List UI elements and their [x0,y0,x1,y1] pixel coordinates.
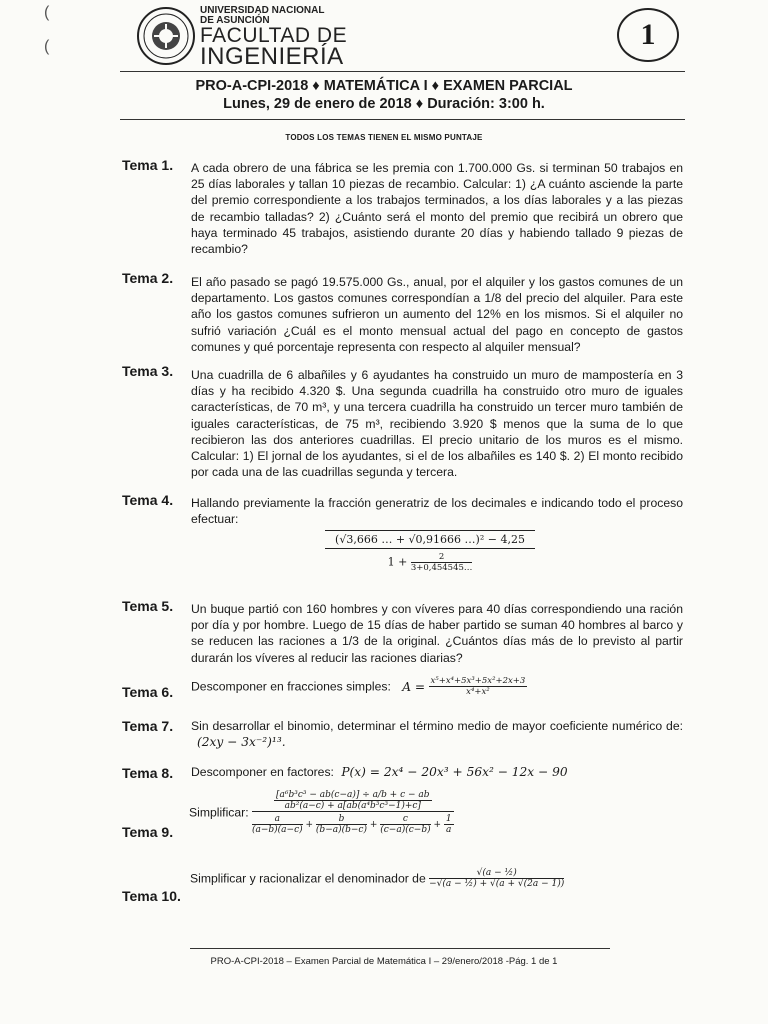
tema-4-formula-den-prefix: 1 + [387,555,408,569]
tema-3-text: Una cuadrilla de 6 albañiles y 6 ayudantes ha construido un muro de mampostería en 3 días y ha recibido 4.320 $. Una segunda cuadrilla ha construido otro muro de iguales características, de 70 m³, y una tercera cuadrilla ha construido un tercer muro también de iguales características, de 75 m³, recibiendo 3.920 $ menos que la suma de lo que recibieron las dos anteriores cuadrillas. El precio unitario de los muros es el mismo. Calcular: 1) El jornal de los ayudantes, si el de los albañiles es 140 $. 2) El monto recibido por cada una de las cuadrillas segunda y tercera. [191,368,683,480]
tema-2-label: Tema 2. [122,270,174,286]
faculty-line1: FACULTAD DE [200,24,348,47]
tema-6-numerator: x⁵+x⁴+5x³+5x²+2x+3 [430,676,526,686]
tema-9-top-line2: ab²(a−c) + a[ab(a⁴b³c³−1)+c] [284,801,421,811]
tema-9-bottom: $\frac{a}{(a-b)(a-c)}$ + $\frac{b}{(b-a)(b-c)}$ + $\frac{c}{(c-a)(c-b)}$ + $\frac{1}{a}$ [251,814,452,835]
tema-7-label: Tema 7. [122,718,174,734]
scan-mark: ( [44,38,50,55]
tema-10-fraction [429,868,564,889]
tema-10-numerator: √(a − ½) [429,868,564,879]
tema-5-label: Tema 5. [122,598,174,614]
tema-4-formula-inner-fraction [411,552,473,573]
tema-9-term-3-den: (c−a)(c−b) [380,825,431,835]
tema-7-expression: (2xy − 3x⁻²)¹³. [197,735,286,750]
tema-6-text: Descomponer en fracciones simples: [191,679,391,694]
tema-3-label: Tema 3. [122,363,174,379]
tema-6-fraction [429,676,528,697]
tema-8-expression: P(x) = 2x⁴ − 20x³ + 56x² − 12x − 90 [341,765,568,779]
tema-9-term-1-num: a [252,814,303,825]
tema-4-formula-numerator: (√3,666 … + √0,91666 …)² − 4,25 [335,533,525,546]
tema-9-term-4-num: 1 [445,814,452,824]
scoring-note: TODOS LOS TEMAS TIENEN EL MISMO PUNTAJE [285,133,483,142]
faculty-line2: INGENIERÍA [200,43,344,70]
tema-9-term-2-num: b [316,814,367,825]
tema-9-term-3 [380,814,430,835]
tema-9-term-4-den: a [446,825,452,835]
tema-2-text: El año pasado se pagó 19.575.000 Gs., anual, por el alquiler y los gastos comunes de un departamento. Los gastos comunes correspondían a 1/8 del precio del alquiler. Para este año los gastos comunes sufrieron un aumento del 12% en los mismos. Si el alquiler no sufrió variación ¿Cuál es el monto mensual actual del pago en concepto de gastos comunes y qué porcentaje representa con respecto al alquiler mensual? [191,275,683,354]
tema-9-term-2-den: (b−a)(b−c) [315,825,367,835]
tema-9-term-2 [316,814,367,835]
header-divider-2 [120,119,685,120]
page-number-badge: 1 [617,8,679,62]
university-line1: UNIVERSIDAD NACIONAL [200,5,325,16]
scan-mark: ( [44,4,50,21]
tema-9-content [189,790,454,835]
tema-9-top [252,790,454,812]
tema-5-text: Un buque partió con 160 hombres y con víveres para 40 días correspondiendo una ración por día y por hombre. Luego de 15 días de haber partido se suman 40 hombres al barco y se reducen las raciones a 1/3 de la original. ¿Cuántos días más de lo previsto al partir durarán los víveres al reducir las raciones diarias? [191,602,683,665]
tema-9-top-fraction [274,790,432,811]
tema-10-label: Tema 10. [122,888,181,904]
tema-6-label: Tema 6. [122,684,174,700]
tema-4-inner-den: 3+0,454545… [410,563,473,573]
tema-10-text: Simplificar y racionalizar el denominador de [190,871,426,886]
tema-10-content [190,868,564,889]
tema-6-denominator: x⁴+x² [466,687,490,697]
tema-4-inner-num: 2 [411,552,473,563]
tema-8-text: Descomponer en factores: [191,765,334,779]
tema-9-text: Simplificar: [189,805,249,820]
tema-9-term-1-den: (a−b)(a−c) [251,825,303,835]
tema-9-term-4 [444,814,454,835]
tema-9-top-line1: [a⁶b³c³ − ab(c−a)] ÷ a/b + c − ab [276,790,430,800]
tema-8-label: Tema 8. [122,765,174,781]
header-divider [120,71,685,72]
tema-6-content [191,676,527,697]
tema-10-denominator: −√(a − ½) + √(a + √(2a − 1)) [429,879,565,889]
tema-1-text: A cada obrero de una fábrica se les premia con 1.700.000 Gs. si terminan 50 trabajos en 25 días laborales y tallan 10 piezas de recambio. Calcular: 1) ¿A cuánto asciende la parte del premio correspondiente a los trabajos terminados, a los días laborales y a las piezas de recambio talladas? 2) ¿Cuánto será el monto del premio que recibirá un obrero que haya terminado 45 trabajos, asistiendo durante 20 días y habiendo tallado 9 piezas de recambio? [191,161,683,257]
university-seal-logo [136,6,196,66]
institution-name [200,6,347,68]
tema-4-formula [325,530,535,573]
tema-9-term-1 [252,814,303,835]
tema-6-lhs: A = [402,679,426,694]
exam-date: Lunes, 29 de enero de 2018 ♦ Duración: 3:00 h. [223,96,545,112]
tema-7-text: Sin desarrollar el binomio, determinar el término medio de mayor coeficiente numérico de: [191,719,683,733]
tema-8-content [191,765,568,779]
footer-divider [190,948,610,949]
tema-7-content [191,718,683,750]
tema-4-label: Tema 4. [122,492,174,508]
university-line2: DE ASUNCIÓN [200,15,270,26]
tema-9-fraction [252,790,454,835]
tema-4-text: Hallando previamente la fracción generatriz de los decimales e indicando todo el proceso efectuar: [191,496,683,527]
tema-9-term-3-num: c [380,814,430,825]
tema-9-label: Tema 9. [122,824,174,840]
page-footer: PRO-A-CPI-2018 – Examen Parcial de Matemática I – 29/enero/2018 -Pág. 1 de 1 [210,956,558,967]
tema-1-label: Tema 1. [122,157,174,173]
exam-title: PRO-A-CPI-2018 ♦ MATEMÁTICA I ♦ EXAMEN PARCIAL [195,78,573,94]
